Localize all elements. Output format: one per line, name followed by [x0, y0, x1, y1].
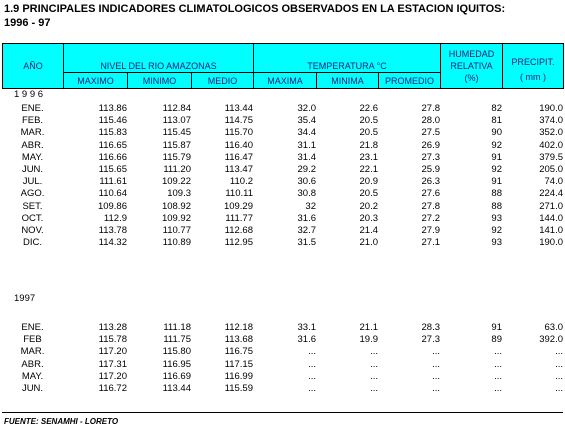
header-precip-line2: ( mm ): [520, 71, 547, 82]
year-label-1996: 1 9 9 6: [14, 89, 44, 100]
table-row-1996: [2, 237, 563, 249]
cell-month: ABR.: [21, 358, 44, 370]
cell-value: 108.92: [161, 200, 191, 212]
cell-value: 116.40: [224, 139, 253, 151]
cell-value: 374.0: [539, 115, 563, 127]
cell-value: ...: [555, 370, 563, 382]
cell-value: 110.2: [229, 176, 253, 188]
cell-value: 352.0: [539, 127, 563, 139]
cell-value: 113.86: [98, 103, 127, 114]
cell-value: 27.6: [421, 188, 440, 200]
cell-value: ...: [370, 382, 378, 394]
cell-value: 20.5: [359, 188, 378, 200]
cell-value: 25.9: [421, 163, 440, 175]
cell-value: 116.66: [98, 151, 127, 163]
cell-month: JUN.: [21, 382, 44, 394]
cell-value: 74.0: [544, 176, 563, 188]
cell-value: 21.4: [359, 224, 378, 236]
cell-value: 31.1: [297, 139, 316, 151]
cell-value: 110.77: [162, 224, 191, 236]
cell-value: 34.4: [297, 127, 316, 139]
table-row-1996: [2, 152, 563, 164]
cell-value: 32.7: [297, 224, 316, 236]
cell-value: 31.6: [297, 212, 316, 224]
table-title-years: 1996 - 97: [4, 17, 51, 29]
cell-value: 113.47: [224, 163, 253, 175]
cell-value: ...: [494, 358, 502, 370]
header-precipitacion: [503, 44, 564, 89]
cell-month: FEB.: [21, 115, 44, 127]
cell-value: 88: [491, 200, 502, 212]
cell-value: 32: [305, 200, 316, 212]
table-row-1996: [2, 127, 563, 139]
cell-value: 115.65: [98, 163, 127, 175]
cell-value: 113.07: [162, 115, 191, 127]
header-humedad: [441, 44, 503, 89]
cell-value: 29.2: [297, 163, 316, 175]
cell-value: 117.15: [224, 358, 253, 370]
cell-value: 90: [491, 127, 502, 139]
cell-value: ...: [432, 370, 440, 382]
cell-value: 109.3: [167, 188, 191, 200]
cell-value: 114.32: [98, 237, 127, 249]
cell-value: 115.80: [162, 346, 191, 358]
cell-month: FEB: [23, 334, 42, 346]
header-maxima: MAXIMA: [254, 73, 317, 89]
cell-value: 27.1: [421, 237, 440, 249]
cell-value: 115.78: [98, 334, 127, 346]
table-header: [2, 43, 564, 89]
cell-value: 111.77: [225, 212, 253, 224]
cell-value: 27.8: [421, 103, 440, 114]
cell-value: 81: [491, 115, 502, 127]
cell-value: 32.0: [297, 103, 316, 114]
cell-value: 116.69: [162, 370, 191, 382]
cell-value: 112.9: [103, 212, 127, 224]
cell-value: ...: [494, 370, 502, 382]
cell-value: 92: [491, 139, 502, 151]
cell-value: 112.18: [224, 322, 253, 333]
table-row-1997: [2, 346, 563, 358]
cell-value: 20.5: [359, 115, 378, 127]
cell-value: 21.0: [359, 237, 378, 249]
cell-value: ...: [432, 346, 440, 358]
cell-value: 27.3: [421, 151, 440, 163]
cell-month: MAR.: [20, 127, 45, 139]
cell-value: ...: [494, 346, 502, 358]
table-row-1996: [2, 176, 563, 188]
cell-value: 33.1: [297, 322, 316, 333]
cell-value: 27.5: [421, 127, 440, 139]
cell-value: 115.79: [162, 151, 191, 163]
header-humedad-line2: RELATIVA: [450, 61, 493, 71]
cell-value: 20.2: [359, 200, 378, 212]
cell-value: 112.68: [224, 224, 253, 236]
header-maximo: MAXIMO: [64, 73, 128, 89]
cell-value: 115.83: [98, 127, 127, 139]
cell-value: ...: [494, 382, 502, 394]
cell-value: 27.3: [421, 334, 440, 346]
table-row-1996: [2, 115, 563, 127]
table-row-1997: [2, 359, 563, 371]
cell-month: MAR.: [20, 346, 45, 358]
cell-value: 92: [491, 163, 502, 175]
cell-month: ENE.: [21, 322, 44, 333]
cell-value: 113.78: [98, 224, 127, 236]
cell-value: ...: [555, 358, 563, 370]
cell-value: 402.0: [539, 139, 563, 151]
header-year: AÑO: [3, 44, 64, 89]
cell-value: 30.8: [297, 188, 316, 200]
table-row-1997: [2, 334, 563, 346]
cell-value: 88: [491, 188, 502, 200]
cell-month: JUL.: [22, 176, 43, 188]
cell-month: AGO.: [20, 188, 45, 200]
cell-value: 111.20: [163, 163, 191, 175]
cell-value: 109.86: [97, 200, 127, 212]
cell-value: 22.6: [359, 103, 378, 114]
cell-value: 111.75: [163, 334, 191, 346]
cell-value: 30.6: [297, 176, 316, 188]
cell-value: 115.59: [224, 382, 253, 394]
cell-month: OCT.: [21, 212, 44, 224]
cell-value: 392.0: [539, 334, 563, 346]
cell-value: 23.1: [359, 151, 378, 163]
rows-1996: [2, 103, 563, 249]
cell-value: 110.89: [162, 237, 191, 249]
header-humedad-line1: HUMEDAD: [448, 49, 495, 59]
cell-value: 141.0: [539, 224, 563, 236]
cell-value: ...: [432, 382, 440, 394]
cell-value: 21.1: [359, 322, 378, 333]
header-minimo: MINIMO: [128, 73, 192, 89]
cell-month: ENE.: [21, 103, 44, 114]
cell-value: 112.95: [224, 237, 253, 249]
cell-value: 26.3: [421, 176, 440, 188]
cell-value: 111.18: [163, 322, 191, 333]
cell-value: 109.92: [161, 212, 191, 224]
cell-value: 190.0: [539, 103, 563, 114]
header-nivel-rio: NIVEL DEL RIO AMAZONAS: [64, 44, 254, 73]
cell-value: 116.72: [98, 382, 127, 394]
cell-value: 116.65: [98, 139, 127, 151]
table-row-1996: [2, 103, 563, 115]
cell-value: 35.4: [297, 115, 316, 127]
cell-value: 28.0: [421, 115, 440, 127]
cell-value: 113.68: [224, 334, 253, 346]
cell-value: 113.44: [162, 382, 191, 394]
cell-month: SET.: [22, 200, 43, 212]
cell-value: 91: [491, 151, 502, 163]
cell-value: 190.0: [539, 237, 563, 249]
cell-value: 21.8: [359, 139, 378, 151]
cell-value: 27.9: [421, 224, 440, 236]
table-row-1996: [2, 225, 563, 237]
cell-value: 31.5: [297, 237, 316, 249]
cell-value: 91: [491, 176, 502, 188]
cell-value: 20.5: [359, 127, 378, 139]
cell-value: 112.84: [162, 103, 191, 114]
cell-value: 114.75: [224, 115, 253, 127]
header-precip-line1: PRECIPIT.: [511, 56, 555, 67]
cell-value: 117.31: [98, 358, 127, 370]
cell-value: 144.0: [539, 212, 563, 224]
cell-value: ...: [370, 346, 378, 358]
table-row-1997: [2, 371, 563, 383]
cell-value: 93: [491, 237, 502, 249]
year-label-1997: 1997: [14, 293, 36, 304]
cell-value: 26.9: [421, 139, 440, 151]
cell-value: 110.11: [225, 188, 253, 200]
header-humedad-line3: (%): [464, 73, 479, 83]
header-temperatura: TEMPERATURA °C: [254, 44, 441, 73]
footer-rule: [2, 412, 563, 413]
cell-value: ...: [370, 370, 378, 382]
cell-value: 27.2: [421, 212, 440, 224]
cell-value: 110.64: [98, 188, 127, 200]
cell-value: 115.45: [162, 127, 191, 139]
table-row-1996: [2, 201, 563, 213]
cell-value: 20.3: [359, 212, 378, 224]
cell-value: 92: [491, 224, 502, 236]
cell-month: MAY.: [21, 151, 44, 163]
cell-value: 115.70: [224, 127, 253, 139]
table-row-1997: [2, 322, 563, 334]
cell-value: 31.4: [297, 151, 316, 163]
cell-value: 82: [491, 103, 502, 114]
cell-month: NOV.: [21, 224, 44, 236]
cell-value: 116.47: [224, 151, 253, 163]
table-row-1996: [2, 188, 563, 200]
table-row-1997: [2, 383, 563, 395]
cell-value: ...: [308, 346, 316, 358]
cell-value: 93: [491, 212, 502, 224]
header-promedio: PROMEDIO: [379, 73, 441, 89]
table-row-1996: [2, 140, 563, 152]
cell-value: 31.6: [297, 334, 316, 346]
rows-1997: [2, 322, 563, 395]
cell-value: 113.44: [224, 103, 253, 114]
cell-month: DIC.: [23, 237, 42, 249]
table-row-1996: [2, 164, 563, 176]
cell-value: ...: [555, 382, 563, 394]
table-title: 1.9 PRINCIPALES INDICADORES CLIMATOLOGICOS OBSERVADOS EN LA ESTACION IQUITOS:: [4, 3, 506, 15]
cell-value: 117.20: [98, 346, 127, 358]
cell-value: 89: [491, 334, 502, 346]
cell-value: 27.8: [421, 200, 440, 212]
cell-value: 109.29: [223, 200, 253, 212]
cell-value: 91: [491, 322, 502, 333]
cell-month: ABR.: [21, 139, 44, 151]
cell-value: 116.99: [224, 370, 253, 382]
cell-value: 113.28: [98, 322, 127, 333]
cell-value: 116.75: [224, 346, 253, 358]
cell-value: 117.20: [98, 370, 127, 382]
cell-value: 109.22: [161, 176, 191, 188]
cell-value: 19.9: [359, 334, 378, 346]
cell-value: ...: [370, 358, 378, 370]
cell-value: ...: [308, 358, 316, 370]
cell-value: 224.4: [539, 188, 563, 200]
cell-value: ...: [308, 370, 316, 382]
cell-value: ...: [308, 382, 316, 394]
cell-value: 115.87: [162, 139, 191, 151]
header-minima: MINIMA: [317, 73, 379, 89]
cell-month: JUN.: [21, 163, 44, 175]
cell-value: 63.0: [544, 322, 563, 333]
cell-month: MAY.: [21, 370, 44, 382]
cell-value: 20.9: [359, 176, 378, 188]
cell-value: 28.3: [421, 322, 440, 333]
header-medio: MEDIO: [192, 73, 254, 89]
cell-value: 379.5: [539, 151, 563, 163]
cell-value: 116.95: [162, 358, 191, 370]
cell-value: ...: [432, 358, 440, 370]
cell-value: 205.0: [539, 163, 563, 175]
cell-value: 22.1: [359, 163, 378, 175]
source-note: FUENTE: SENAMHI - LORETO: [4, 417, 119, 426]
cell-value: ...: [555, 346, 563, 358]
cell-value: 111.61: [99, 176, 127, 188]
cell-value: 115.46: [98, 115, 127, 127]
cell-value: 271.0: [539, 200, 563, 212]
table-row-1996: [2, 213, 563, 225]
